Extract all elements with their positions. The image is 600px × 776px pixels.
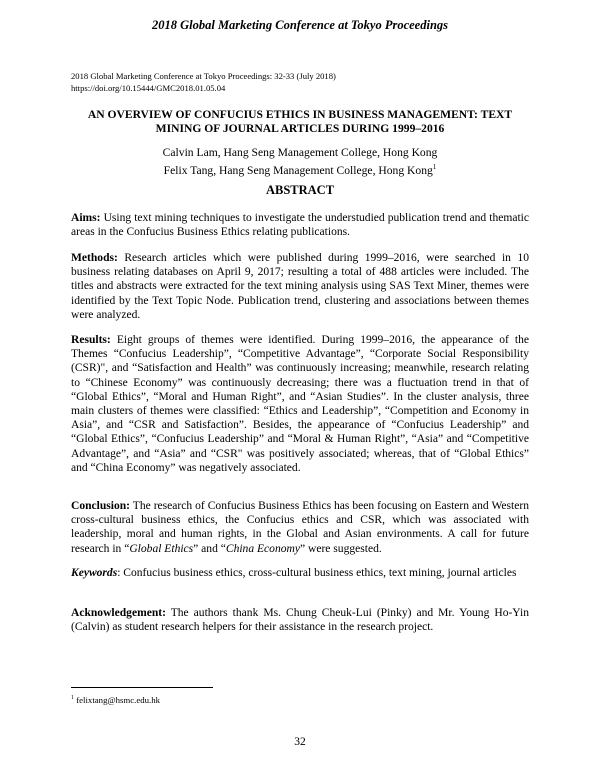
paper-title	[71, 108, 529, 136]
results-text: Eight groups of themes were identified. During 1999–2016, the appearance of the Themes “Confucius Leadership”, “Competitive Advantage”, “Corporate Social Responsibility (CSR)", and “Satisfaction and Health” was continuously increasing; meanwhile, research relating to “Chinese Economy” was continuously decreasing; there was a fluctuation trend in that of “Global Ethics”, “Moral and Human Right”, and “Asian Studies”. In the cluster analysis, three main clusters of themes were classified: “Ethics and Leadership”, “Competition and Economy in Asia”, and “CSR and Satisfaction”. Besides, the appearance of “Confucius Leadership” and “Global Ethics”, “Confucius Leadership” and “Moral & Human Right”, “Asia” and “Competitive Advantage”, and “Asia” and “CSR" was positively associated; whereas, that of “Global Ethics” and “China Economy” was negatively associated.	[71, 334, 529, 474]
acknowledgement-text: The authors thank Ms. Chung Cheuk-Lui (Pinky) and Mr. Young Ho-Yin (Calvin) as student research helpers for their assistance in the research project.	[71, 607, 529, 634]
footnote-divider	[71, 687, 213, 688]
citation-block	[71, 70, 531, 94]
footnote-email: felixtang@hsmc.edu.hk	[74, 694, 161, 705]
doi-line: https://doi.org/10.15444/GMC2018.01.05.04	[71, 83, 226, 93]
citation-line: 2018 Global Marketing Conference at Tokyo Proceedings: 32-33 (July 2018)	[71, 71, 336, 81]
title-line-2: MINING OF JOURNAL ARTICLES DURING 1999–2016	[155, 122, 445, 135]
acknowledgement-label: Acknowledgement:	[71, 607, 166, 619]
keywords-label: Keywords	[71, 567, 118, 579]
footnote-marker: 1	[432, 163, 437, 171]
abstract-heading: ABSTRACT	[265, 183, 335, 197]
author-2	[71, 160, 529, 178]
running-header: 2018 Global Marketing Conference at Tokyo Proceedings	[151, 18, 449, 32]
methods-label: Methods:	[71, 252, 118, 264]
conclusion-italic-2: China Economy	[225, 542, 300, 555]
author-list	[71, 146, 529, 178]
conclusion-paragraph	[71, 499, 529, 556]
conclusion-label: Conclusion:	[71, 500, 131, 512]
aims-label: Aims:	[71, 212, 101, 224]
author-2-text: Felix Tang, Hang Seng Management College, Hong Kong	[163, 163, 433, 177]
aims-text: Using text mining techniques to investigate the understudied publication trend and thematic areas in the Confucius Business Ethics relating publications.	[71, 212, 529, 239]
keywords-paragraph	[71, 566, 529, 580]
acknowledgement-paragraph	[71, 606, 529, 634]
conclusion-text-end: ” were suggested.	[299, 542, 382, 555]
footnote-number: 1	[71, 695, 74, 701]
conclusion-italic-1: Global Ethics	[129, 542, 194, 555]
title-line-1: AN OVERVIEW OF CONFUCIUS ETHICS IN BUSINESS MANAGEMENT: TEXT	[87, 108, 513, 121]
conclusion-text: The research of Confucius Business Ethics has been focusing on Eastern and Western cross-cultural business ethics, the Confucius ethics and CSR, which was associated with leadership, moral and human rights, in the Global and Asian environments. A call for future research in “	[71, 500, 529, 555]
keywords-text: : Confucius business ethics, cross-cultural business ethics, text mining, journal articles	[117, 567, 517, 579]
author-1: Calvin Lam, Hang Seng Management College, Hong Kong	[162, 146, 438, 159]
methods-paragraph	[71, 251, 529, 322]
footnote	[71, 693, 371, 706]
page-number: 32	[294, 736, 306, 748]
methods-text: Research articles which were published during 1999–2016, were searched in 10 business relating databases on April 9, 2017; resulting a total of 488 articles were included. The titles and abstracts were extracted for the text mining analysis using SAS Text Miner, themes were identified by the Text Topic Node. Publication trend, clustering and associations between themes were analyzed.	[71, 252, 529, 321]
results-paragraph	[71, 333, 529, 475]
results-label: Results:	[71, 334, 111, 346]
aims-paragraph	[71, 211, 529, 239]
conclusion-text-middle: ” and “	[193, 542, 226, 555]
